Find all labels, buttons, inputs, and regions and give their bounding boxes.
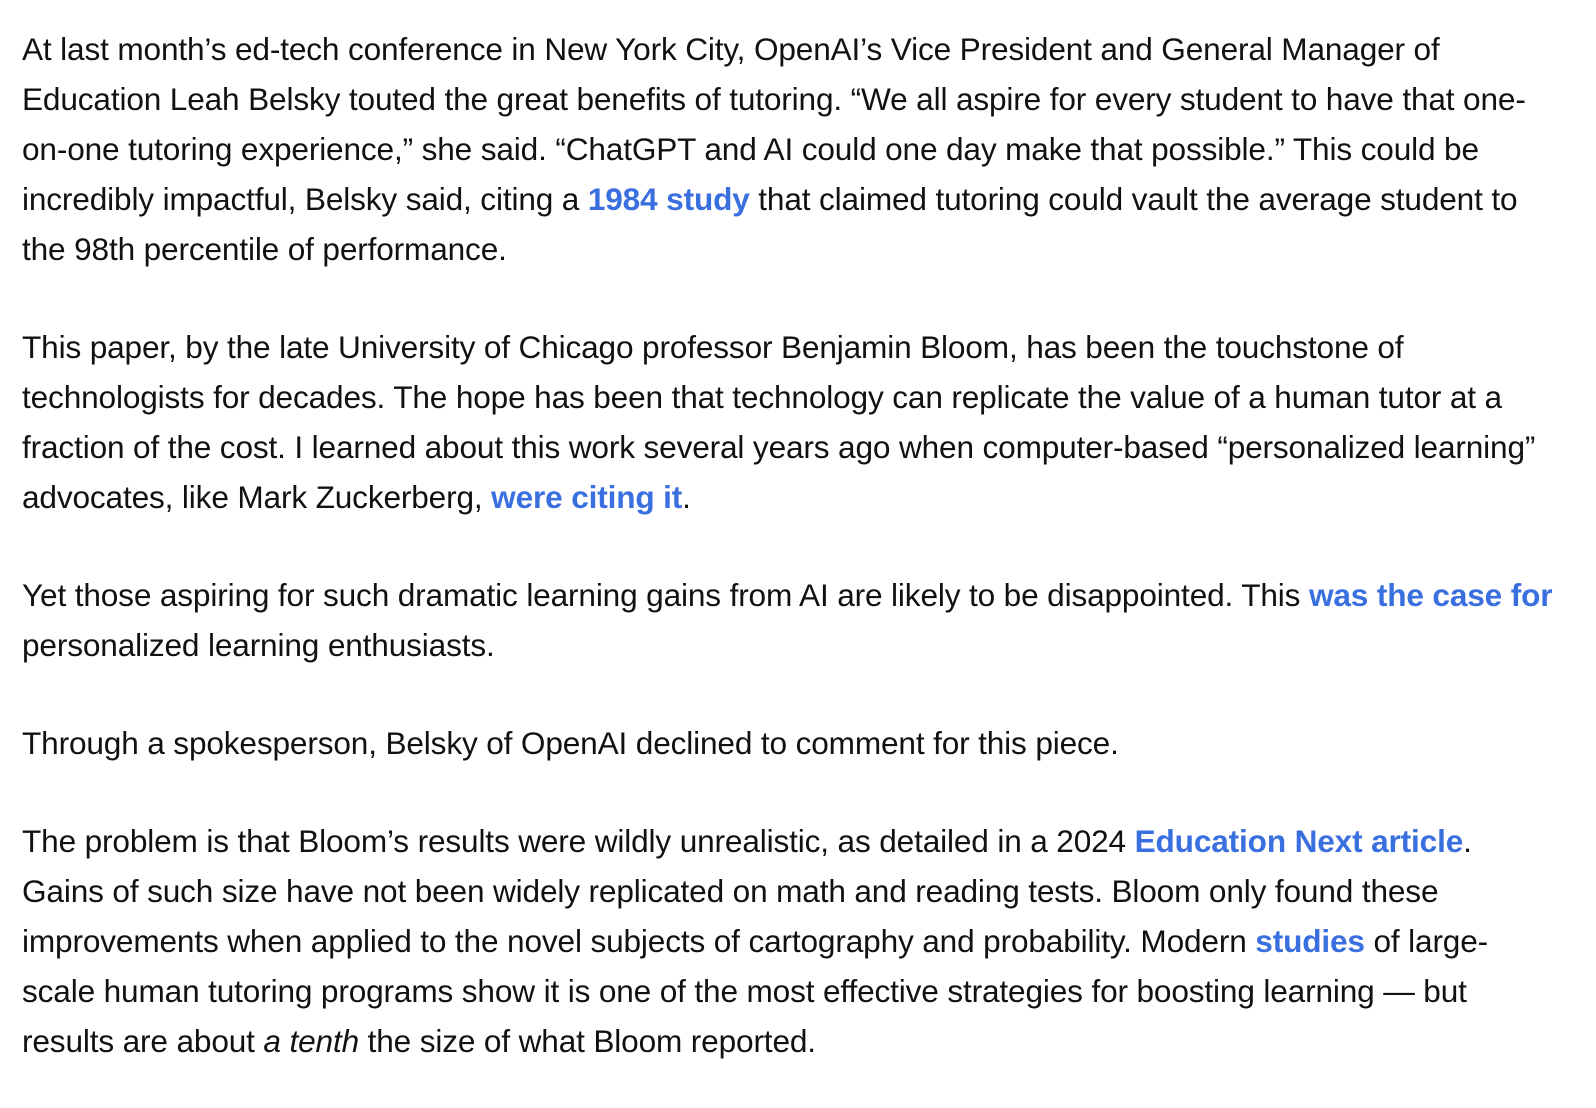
paragraph-text: Through a spokesperson, Belsky of OpenAI declined to comment for this piece. xyxy=(22,725,1119,761)
article-body xyxy=(22,24,1557,1066)
link-education-next-article[interactable]: Education Next article xyxy=(1134,823,1464,859)
paragraph-text: personalized learning enthusiasts. xyxy=(22,627,495,663)
paragraph-text: the size of what Bloom reported. xyxy=(359,1023,816,1059)
paragraph-text: . xyxy=(682,479,691,515)
paragraph-text: of large-scale human tutoring programs show it is one of the most effective strategies for boosting learning — but results are about xyxy=(22,923,1489,1059)
paragraph-text: . Gains of such size have not been widely replicated on math and reading tests. Bloom only found these improvements when applied to the novel subjects of cartography and probability. Modern xyxy=(22,823,1472,959)
paragraph-4 xyxy=(22,718,1557,768)
paragraph-5 xyxy=(22,816,1557,1066)
paragraph-1 xyxy=(22,24,1557,274)
link-were-citing-it[interactable]: were citing it xyxy=(491,479,683,515)
paragraph-3 xyxy=(22,570,1557,670)
paragraph-text: The problem is that Bloom’s results were wildly unrealistic, as detailed in a 2024 xyxy=(22,823,1135,859)
paragraph-text: At last month’s ed-tech conference in New York City, OpenAI’s Vice President and General Manager of Education Leah Belsky touted the great benefits of tutoring. “We all aspire for every student to have that one-on-one tutoring experience,” she said. “ChatGPT and AI could one day make that possible.” This could be incredibly impactful, Belsky said, citing a xyxy=(22,31,1526,217)
paragraph-text: that claimed tutoring could vault the average student to the 98th percentile of performance. xyxy=(22,181,1518,267)
emphasis-a-tenth: a tenth xyxy=(263,1023,359,1059)
paragraph-text: Yet those aspiring for such dramatic learning gains from AI are likely to be disappointed. This xyxy=(22,577,1309,613)
link-1984-study[interactable]: 1984 study xyxy=(587,181,750,217)
paragraph-text: This paper, by the late University of Chicago professor Benjamin Bloom, has been the touchstone of technologists for decades. The hope has been that technology can replicate the value of a human tutor at a fraction of the cost. I learned about this work several years ago when computer-based “personalized learning” advocates, like Mark Zuckerberg, xyxy=(22,329,1536,515)
link-was-the-case-for[interactable]: was the case for xyxy=(1308,577,1553,613)
link-studies[interactable]: studies xyxy=(1255,923,1365,959)
paragraph-2 xyxy=(22,322,1557,522)
